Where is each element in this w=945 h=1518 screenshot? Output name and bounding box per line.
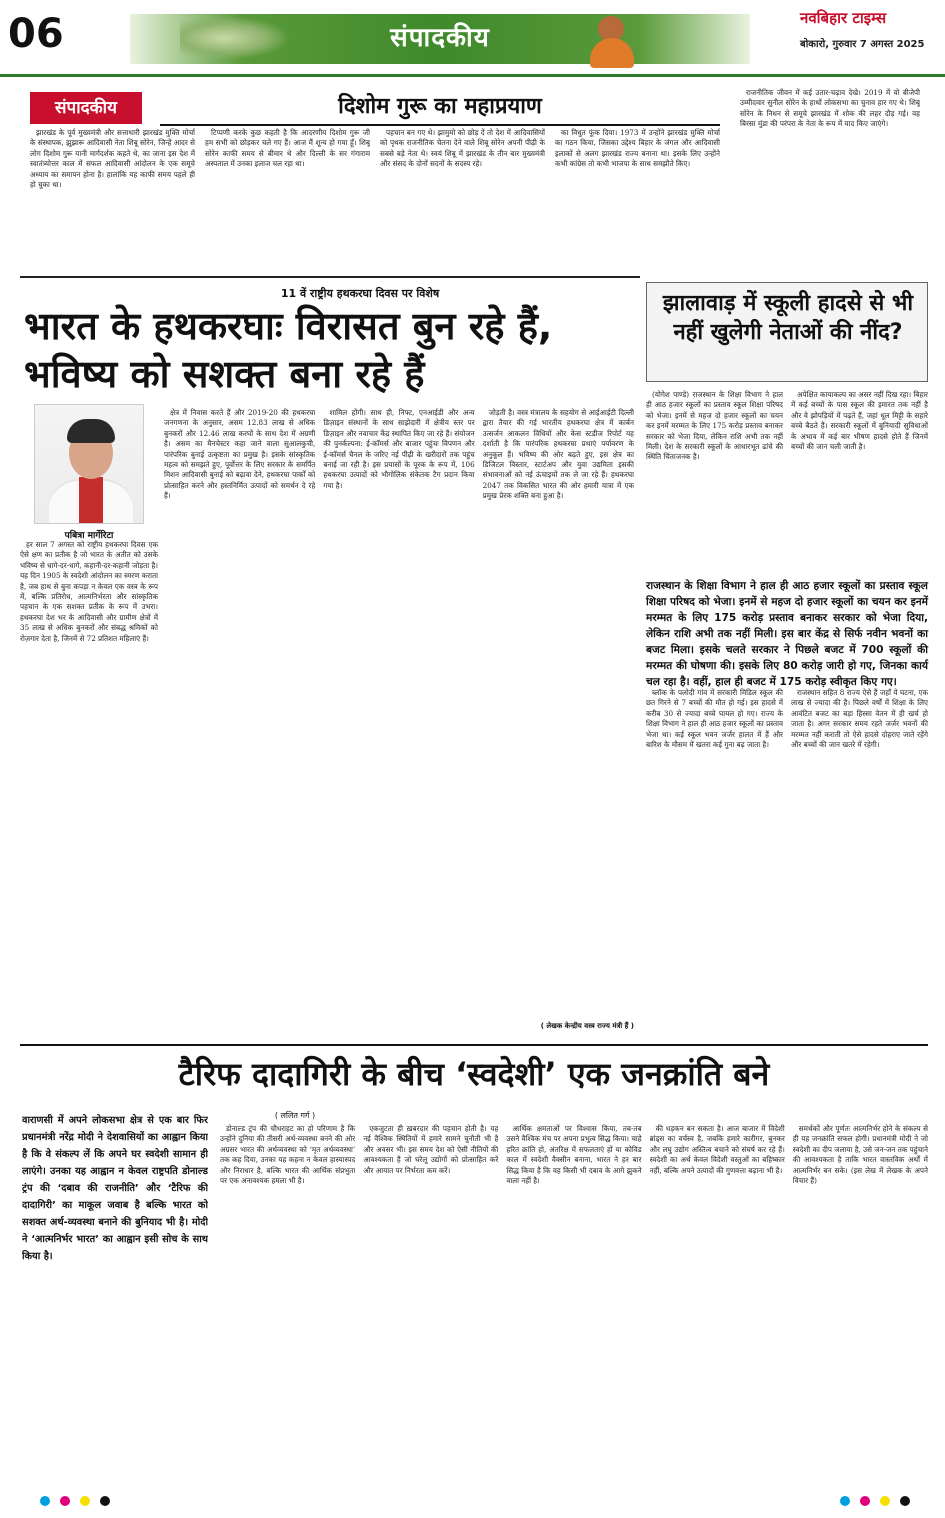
tariff-column [363, 1124, 498, 1478]
editorial-column [555, 128, 720, 266]
photo-hair [67, 419, 115, 443]
story-highlight: राजस्थान के शिक्षा विभाग ने हाल ही आठ हजार स्कूलों का प्रस्ताव स्कूल शिक्षा परिषद को भेजा। इनमें से महज दो हजार स्कूलों का चयन कर इनमें मरम्मत के लिए 175 करोड़ प्रस्ताव बनाकर सरकार को भेजा दिया, लेकिन राशि अभी तक नहीं मिली। इस बार केंद्र से सिर्फ नवीन भवनों का बजट मिला। इसके चलते सरकार ने पिछले बजट में 700 स्कूलों की मरम्मत की घोषणा की। इसके लिए 80 करोड़ जारी हो गए, जिनका कार्य चल रहा है। वहीं, हाल ही बजट में 175 करोड़ स्वीकृत किए गए। [646, 580, 928, 688]
dateline: बोकारो, गुरुवार 7 अगस्त 2025 [800, 39, 925, 50]
column-paragraph: समर्थकों और पूर्णतः आत्मनिर्भर होने के संकल्प से ही यह जनक्रांति सफल होगी। प्रधानमंत्री मोदी ने जो स्वदेशी का दीप जलाया है, उसे जन-जन तक पहुंचाने की आवश्यकता है ताकि भारत वास्तविक अर्थों में आत्मनिर्भर बन सके। (इस लेख में लेखक के अपने विचार हैं) [792, 1124, 928, 1186]
column-paragraph: जोड़ती है। वस्त्र मंत्रालय के सहयोग से आईआईटी दिल्ली द्वारा तैयार की गई भारतीय हथकरघा क्षेत्र में कार्बन उत्सर्जन आकलन विधियों और केस स्टडीज रिपोर्ट यह दर्शाती है कि पारंपरिक हथकरघा प्रथाएं पर्यावरण के अनुकूल हैं। भविष्य की ओर बढ़ते हुए, इस क्षेत्र का डिजिटल विस्तार, स्टार्टअप और युवा उद्यमिता इसकी संभावनाओं को नई ऊंचाइयों तक ले जा रहे हैं। हथकरघा 2047 तक विकसित भारत की ओर हमारी यात्रा में एक प्रमुख प्रेरक शक्ति बना हुआ है। [482, 408, 634, 501]
color-swatch [840, 1496, 850, 1506]
tariff-column [506, 1124, 641, 1478]
editorial-column [30, 128, 195, 266]
author-credit: ( लेखक केन्द्रीय वस्त्र राज्य मंत्री हैं ) [540, 1022, 634, 1030]
jhalawar-story [646, 282, 928, 1032]
feature-headline: भारत के हथकरघाः विरासत बुन रहे हैं, भविष्य को सशक्त बना रहे हैं [24, 304, 553, 396]
column-paragraph: हर साल 7 अगस्त को राष्ट्रीय हथकरघा दिवस एक ऐसे क्षण का प्रतीक है जो भारत के अतीत को उसके भविष्य से धागे-दर-धागे, कहानी-दर-कहानी जोड़ता है। यह दिन 1905 के स्वदेशी आंदोलन का स्मरण कराता है, जब हाथ से बुना कपड़ा न केवल एक वस्त्र के रूप में, बल्कि प्रतिरोध, आत्मनिर्भरता और सांस्कृतिक पहचान के एक सशक्त प्रतीक के रूप में उभरा। हथकरघा देश भर के आदिवासी और ग्रामीण क्षेत्रों में 35 लाख से अधिक बुनकरों और संबद्ध श्रमिकों को रोज़गार देता है, जिनमें से 72 प्रतिशत महिलाएं हैं। [20, 540, 158, 643]
tariff-lead: वाराणसी में अपने लोकसभा क्षेत्र से एक बार फिर प्रधानमंत्री नरेंद्र मोदी ने देशवासियों का आह्वान किया है कि वे संकल्प लें कि अपने घर स्वदेशी सामान ही लाएंगे। उनका यह आह्वान न केवल राष्ट्रपति डोनाल्ड ट्रंप की ‘दबाव की राजनीति’ और ‘टैरिफ की दादागिरी’ का माकूल जवाब है बल्कि भारत को सशक्त अर्थ-व्यवस्था बनाने की बुनियाद भी है। मोदी ने ‘आत्मनिर्भर भारत’ का आह्वान इसी सोच के साथ किया है। [22, 1115, 208, 1262]
portrait-body [590, 38, 634, 68]
column-paragraph: आर्थिक क्षमताओं पर विश्वास किया, तब-तब उसने वैश्विक मंच पर अपना प्रभुत्व सिद्ध किया। चाहे हरित क्रांति हो, अंतरिक्ष में सफलताएं हों या कोविड काल में स्वदेशी वैक्सीन बनाना, भारत ने हर बार सिद्ध किया है कि वह किसी भी दबाव के आगे झुकने वाला नहीं है। [506, 1124, 642, 1186]
map-illustration [180, 16, 290, 60]
column-paragraph: झारखंड के पूर्व मुख्यमंत्री और सत्ताधारी झारखंड मुक्ति मोर्चा के संस्थापक, झुझारू आदिवासी नेता शिबू सोरेन, जिन्हें आदर से लोग दिशोम गुरू यानी मार्गदर्शक कहते थे, का जाना इस देश में स्वातंत्र्योत्तर काल में सफल आदिवासी आंदोलन के एक समूचे अध्याय का समापन होना है। हालांकि यह काफी समय पहले ही हो चुका था। [30, 128, 195, 190]
column-paragraph: ब्लॉक के पलोदी गांव में सरकारी मिडिल स्कूल की छत गिरने से 7 बच्चों की मौत हो गई। इस हादसे में करीब 30 से ज्यादा बच्चे घायल हो गए। राज्य के शिक्षा विभाग ने हाल ही आठ हजार स्कूलों का प्रस्ताव भेजा था। कई स्कूल भवन जर्जर हालत में हैं और बारिश के मौसम में खतरा कई गुना बढ़ जाता है। [646, 688, 783, 750]
column-paragraph: अपेक्षित कायाकल्प का असर नहीं दिख रहा। बिहार में कई बच्चों के पास स्कूल की इमारत तक नहीं है और वे झोपड़ियों में पढ़ते हैं, जहां धूल मिट्टी के सहारे बच्चे बैठते हैं। सरकारी स्कूलों में बुनियादी सुविधाओं के अभाव में कई बार भीषण हादसे होते हैं जिनमें बच्चों की जान चली जाती है। [791, 390, 928, 452]
tariff-column [793, 1124, 928, 1478]
editorial-columns [30, 128, 720, 266]
tariff-column [650, 1124, 785, 1478]
section-divider [20, 1044, 928, 1046]
editorial-right-column [740, 88, 920, 268]
story-column [791, 390, 928, 570]
column-paragraph: डोनाल्ड ट्रंप की चौधराहट का हो परिणाम है कि उन्होंने दुनिया की तीसरी अर्थ-व्यवस्था बनने की ओर अग्रसर भारत की अर्थव्यवस्था को ‘मृत अर्थव्यवस्था’ तक कह दिया, उनका यह कहना न केवल हास्यास्पद और निराधार है, बल्कि भारत की आर्थिक संप्रभुता पर एक अनावश्यक हमला भी है। [220, 1124, 356, 1186]
newspaper-brand: नवबिहार टाइम्स [800, 9, 887, 27]
story-column [646, 688, 783, 1028]
story-headline-box [646, 282, 928, 382]
page-number: 06 [8, 6, 88, 62]
column-paragraph: का विधुत फूंक दिया। 1973 में उन्होंने झारखंड मुक्ति मोर्चा का गठन किया, जिसका उद्देश्य बिहार के जंगल और आदिवासी इलाकों से अलग झारखंड राज्य बनाना था। इसके लिए उन्होंने कभी कांग्रेस तो कभी भाजपा के साथ समझौते किए। [555, 128, 720, 169]
feature-columns [164, 408, 634, 1034]
section-divider [20, 276, 640, 278]
color-swatch [900, 1496, 910, 1506]
feature-column [483, 408, 634, 1034]
author-photo [34, 404, 144, 524]
color-swatch [100, 1496, 110, 1506]
feature-kicker: 11 वें राष्ट्रीय हथकरघा दिवस पर विशेष [280, 287, 440, 300]
column-paragraph: राजनीतिक जीवन में कई उतार-चढ़ाव देखे। 2019 में वो बीजेपी उम्मीदवार सुनील सोरेन के हाथों लोकसभा का चुनाव हार गए थे। शिबू सोरेन के निधन से समूचे झारखंड में शोक की लहर दौड़ गई। वह बिरसा मुंडा की परंपरा के नेता के रूप में याद किए जाएंगे। [740, 88, 920, 129]
story-column [791, 688, 928, 1028]
color-swatch [880, 1496, 890, 1506]
tariff-headline: टैरिफ दादागिरी के बीच ‘स्वदेशी’ एक जनक्रांति बने [178, 1055, 770, 1093]
color-swatch [60, 1496, 70, 1506]
color-swatch [40, 1496, 50, 1506]
editorial-label: संपादकीय [30, 92, 142, 124]
color-swatch [80, 1496, 90, 1506]
feature-column [323, 408, 474, 1034]
column-paragraph: पहचान बन गए थे। झामुमो को छोड़ दें तो देश में आदिवासियों को पृथक राजनीतिक चेतना देने वाले शिबू सोरेन अपनी पीढ़ी के सबसे बड़े नेता थे। स्वयं शिबू में झारखंड के तीन बार मुख्यमंत्री और संसद के दोनों सदनों के सदस्य रहे। [380, 128, 545, 169]
photo-scarf [79, 477, 103, 524]
editorial-column [380, 128, 545, 266]
column-paragraph: टिप्पणी करके कुछ कहती है कि आदरणीय दिशोम गुरू जी हम सभी को छोड़कर चले गए हैं। आज मैं शून्य हो गया हूँ। शिबू सोरेन काफी समय से बीमार थे और दिल्ली के सर गंगाराम अस्पताल में उनका इलाज चल रहा था। [205, 128, 370, 169]
column-paragraph: की धड़कन बन सकता है। आज बाजार में विदेशी ब्रांड्स का वर्चस्व है, जबकि हमारे कारीगर, बुनकर और लघु उद्योग अस्तित्व बचाने को संघर्ष कर रहे हैं। स्वदेशी का अर्थ केवल विदेशी वस्तुओं का बहिष्कार नहीं, बल्कि अपने उत्पादों की गुणवत्ता बढ़ाना भी है। [649, 1124, 785, 1175]
column-paragraph: राजस्थान सहित 8 राज्य ऐसे हैं जहाँ ये घटना, एक लाख से ज्यादा की है। पिछले वर्षों में शिक्षा के लिए आवंटित बजट का बड़ा हिस्सा वेतन में ही खर्च हो जाता है। अगर सरकार समय रहते जर्जर भवनों की मरम्मत नहीं कराती तो ऐसे हादसे दोहराए जाते रहेंगे और बच्चों की जान खतरे में रहेगी। [791, 688, 928, 750]
column-paragraph: शामिल होंगी। साथ ही, निफ्ट, एनआईडी और अन्य डिज़ाइन संस्थानों के साथ साझेदारी में क्षेत्रीय स्तर पर डिज़ाइन और नवाचार केंद्र स्थापित किए जा रहे हैं। संयोजन की पुनर्कल्पना: ई-कॉमर्स और बाजार पहुंचः विपणन और ई-कॉमर्स चैनल के जरिए नई पीढ़ी के खरीदारों तक पहुंच बनाई जा रही है। इस प्रयासों के पूरक के रूप में, 106 हथकरघा उत्पादों को भौगोलिक संकेतक टैग प्रदान किया गया है। [323, 408, 475, 490]
print-color-bar [0, 1490, 945, 1514]
section-title: संपादकीय [390, 23, 490, 53]
editorial-column [205, 128, 370, 266]
masthead [0, 0, 945, 80]
column-paragraph: (योगेश पाण्डे) राजस्थान के शिक्षा विभाग ने हाल ही आठ हजार स्कूलों का प्रस्ताव स्कूल शिक्षा परिषद को भेजा। इनमें से महज दो हजार स्कूलों का चयन कर इनमें मरम्मत के लिए 175 करोड़ प्रस्ताव बनाकर सरकार को भेजा दिया, लेकिन राशि अभी तक नहीं मिली। देश के सरकारी स्कूलों के आधारभूत ढांचे की स्थिति चिंताजनक है। [646, 390, 783, 462]
tariff-columns [220, 1124, 928, 1478]
tariff-column [220, 1124, 355, 1478]
column-paragraph: क्षेत्र में निवास करते हैं और 2019-20 की हथकरघा जनगणना के अनुसार, असम 12.83 लाख से अधिक बुनकरों और 12.46 लाख करघों के साथ देश में अग्रणी है। असम का मैनचेस्टर कहा जाने वाला सुआलकुची, पारंपरिक बुनाई उत्कृष्टता का प्रमुख है। इसके सांस्कृतिक महत्व को समझते हुए, पूर्वोत्तर के लिए सरकार के समर्पित मिशन आदिवासी बुनाई को बढ़ावा देने, हथकरघा पार्कों को प्रोत्साहित करने और हस्तनिर्मित उत्पादों को समर्थन दे रहे हैं। [164, 408, 316, 501]
author-byline: पबित्रा मार्गेरिटा [64, 531, 114, 541]
tariff-byline: ( ललित गर्ग ) [274, 1111, 316, 1120]
feature-column [164, 408, 315, 1034]
portrait-illustration [560, 10, 670, 68]
masthead-rule [0, 74, 945, 77]
editorial-title: दिशोम गुरू का महाप्रयाण [160, 90, 720, 126]
story-lower-columns [646, 688, 928, 1028]
story-column [646, 390, 783, 570]
feature-intro [20, 540, 158, 1034]
story-headline: झालावाड़ में स्कूली हादसे से भी नहीं खुलेगी नेताओं की नींद? [662, 291, 914, 345]
column-paragraph: एकजुटता ही ख़बरदार की पहचान होती है। यह नई वैश्विक स्थितियों में हमारे सामने चुनौती भी है और अवसर भी। इस समय देश को ऐसी नीतियों की आवश्यकता है जो घरेलू उद्योगों को प्रोत्साहित करें और आयात पर निर्भरता कम करें। [363, 1124, 499, 1175]
story-upper-columns [646, 390, 928, 570]
color-swatch [860, 1496, 870, 1506]
